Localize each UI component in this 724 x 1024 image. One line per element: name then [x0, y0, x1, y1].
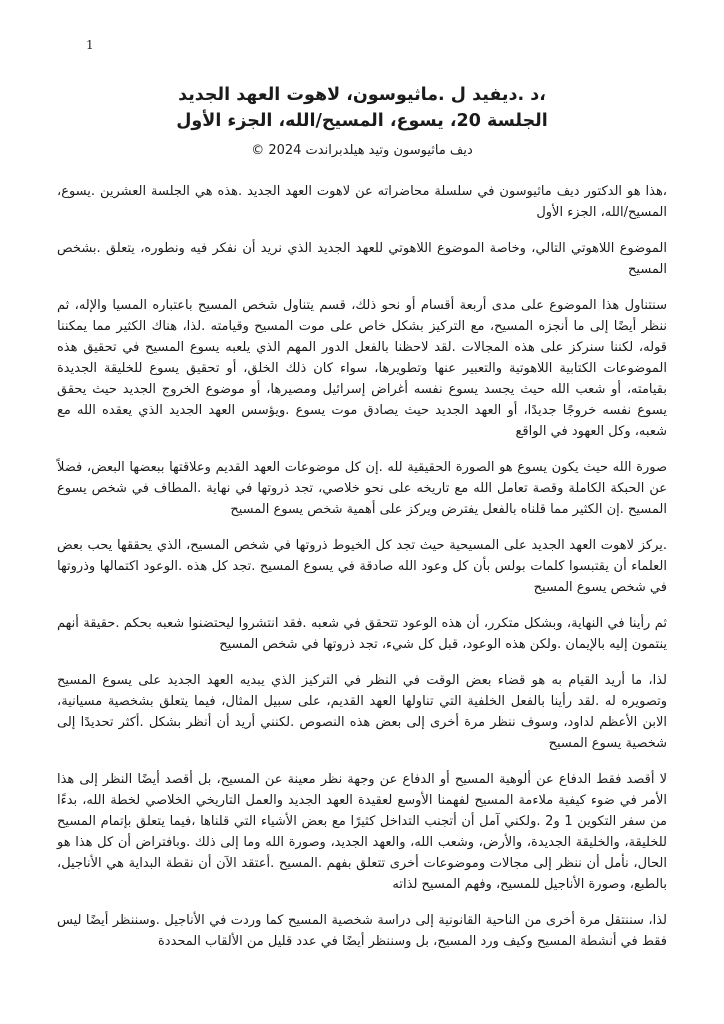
- document-title: [57, 82, 667, 134]
- paragraph-7: لذا، ما أريد القيام به هو قضاء بعض الوقت في النظر في التركيز الذي يبديه العهد الجديد على يسوع المسيح وتصويره له .لقد رأينا بالفعل الخلفية التي تناولها العهد القديم، على سبيل المثال، فيما يتعلق بشخصية مسيانية، الابن الأعظم لداود، وسوف ننظر مرة أخرى إلى بعض هذه النصوص .لكنني أريد أن أنظر بشكل .أكثر تحديدًا إلى شخصية يسوع المسيح: [57, 673, 667, 751]
- paragraph-8: لا أقصد فقط الدفاع عن ألوهية المسيح أو الدفاع عن وجهة نظر معينة عن المسيح، بل أقصد أيضًا النظر إلى هذا الأمر في ضوء كيفية ملاءمة المسيح لفهمنا الأوسع لعقيدة العهد الجديد والعمل التاريخي الخلاصي لخطة الله، بدءًا من سفر التكوين 1 و2 .ولكني آمل أن أتجنب التداخل كثيرًا مع بعض الأشياء التي قلناها ،فيما يتعلق بإتمام المسيح للخليقة، والخليقة الجديدة، والأرض، وشعب الله، والعهد الجديد، وصورة الله وما إلى ذلك .وبافتراض أن كل هذا هو الحال، نأمل أن ننظر إلى مجالات وموضوعات أخرى تتعلق بفهم .المسيح .أعتقد الآن أن نقطة البداية هي الأناجيل، بالطبع، وصورة الأناجيل للمسيح، وفهم المسيح لذاته: [57, 772, 667, 892]
- title-line-1: ،د .ديفيد ل .ماثيوسون، لاهوت العهد الجديد: [178, 85, 546, 105]
- paragraph-4: صورة الله حيث يكون يسوع هو الصورة الحقيقية لله .إن كل موضوعات العهد القديم وعلاقتها ببعضها البعض، فضلاً عن الحبكة الكاملة وقصة تعامل الله مع تاريخه على نحو خلاصي، تجد ذروتها في نهاية .المطاف في شخص يسوع المسيح .إن الكثير مما قلناه بالفعل يفترض ويركز على أهمية شخص يسوع المسيح: [57, 460, 667, 517]
- page-number: 1: [86, 38, 94, 52]
- paragraph-5: .يركز لاهوت العهد الجديد على المسيحية حيث تجد كل الخيوط ذروتها في شخص المسيح، الذي يحققها يحب بعض العلماء أن يقتبسوا كلمات بولس بأن كل وعود الله صادقة في يسوع المسيح .تجد كل هذه .الوعود اكتمالها وذروتها في شخص يسوع المسيح: [57, 538, 667, 595]
- paragraph-6: ثم رأينا في النهاية، وبشكل متكرر، أن هذه الوعود تتحقق في شعبه .فقد انتشروا ليحتضنوا شعبه بحكم .حقيقة أنهم ينتمون إليه بالإيمان .ولكن هذه الوعود، قبل كل شيء، تجد ذروتها في شخص المسيح: [57, 616, 667, 652]
- paragraph-1: ،هذا هو الدكتور ديف ماثيوسون في سلسلة محاضراته عن لاهوت العهد الجديد .هذه هي الجلسة العشرين .يسوع، المسيح/الله، الجزء الأول: [57, 184, 667, 220]
- document-body: [57, 181, 667, 952]
- paragraph-3: سنتناول هذا الموضوع على مدى أربعة أقسام أو نحو ذلك، قسم يتناول شخص المسيح باعتباره المسيا والإله، ثم ننظر أيضًا إلى ما أنجزه المسيح، مع التركيز بشكل خاص على موت المسيح وقيامته .لذا، هناك الكثير مما يمكننا قوله، لكننا سنركز على هذه المجالات .لقد لاحظنا بالفعل الدور المهم الذي يلعبه يسوع المسيح في تحقيق هذه الموضوعات الكتابية اللاهوتية والتعبير عنها وتطويرها، سواء كان ذلك الخلق، أو تحقيق يسوع للخليقة الجديدة بقيامته، أو شعب الله حيث يجسد يسوع نفسه أغراض إسرائيل ومصيرها، أو موضوع الخروج الجديد حيث يحقق يسوع نفسه خروجًا جديدًا، أو العهد الجديد حيث يصادق موت يسوع .ويؤسس العهد الجديد الذي يعقده الله مع شعبه، وكل العهود في الواقع: [57, 298, 667, 439]
- paragraph-2: الموضوع اللاهوتي التالي، وخاصة الموضوع اللاهوتي للعهد الجديد الذي نريد أن نفكر فيه ونطوره، يتعلق .بشخص المسيح: [57, 241, 667, 277]
- paragraph-9: لذا، سننتقل مرة أخرى من الناحية القانونية إلى دراسة شخصية المسيح كما وردت في الأناجيل .وسننظر أيضًا ليس فقط في أنشطة المسيح وكيف ورد المسيح، بل وسننظر أيضًا في عدد قليل من الألقاب المحددة: [57, 913, 667, 949]
- copyright-line: ديف ماثيوسون وتيد هيلدبراندت 2024 ©: [251, 143, 473, 158]
- title-line-2: الجلسة 20، يسوع، المسيح/الله، الجزء الأول: [176, 111, 548, 131]
